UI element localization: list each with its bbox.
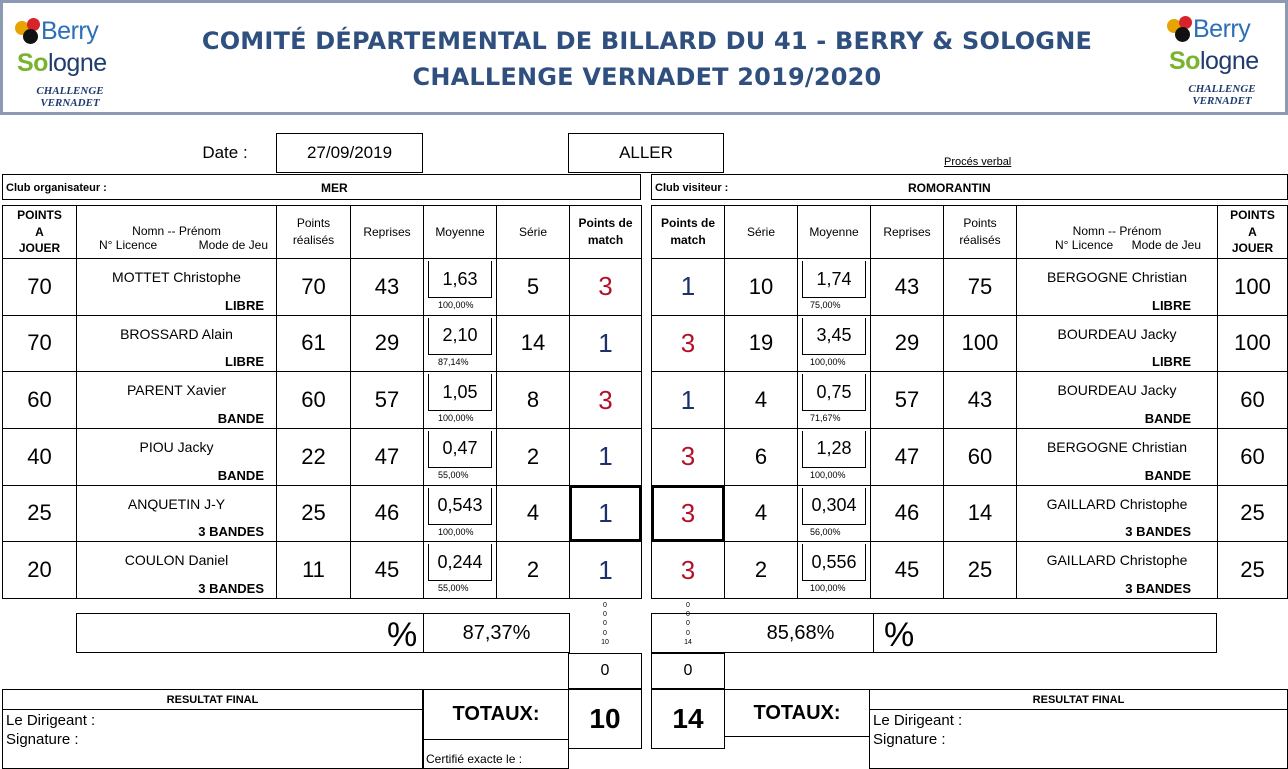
- percent-symbol: %: [387, 616, 418, 654]
- row-cell-pr: [276, 315, 351, 373]
- average: 2,10: [428, 318, 492, 355]
- player-name: ANQUETIN J-Y: [127, 495, 226, 512]
- value-paj: 25: [1240, 500, 1265, 526]
- header-cell-pr: [943, 205, 1017, 259]
- row-cell-name: [76, 485, 277, 543]
- logo-text-berry: Berry: [41, 17, 99, 45]
- row-cell-pm: [651, 258, 725, 316]
- row-cell-name: [1016, 428, 1218, 486]
- row-cell-pm: [569, 258, 642, 316]
- row-cell-paj: [1217, 315, 1288, 373]
- match-points: 3: [598, 271, 613, 302]
- small-value: 0: [686, 620, 690, 628]
- row-cell-pr: [943, 258, 1017, 316]
- game-mode: LIBRE: [225, 297, 264, 313]
- row-cell-paj: [1217, 371, 1288, 429]
- average: 1,74: [802, 261, 866, 298]
- club-visiteur-name: ROMORANTIN: [908, 181, 991, 195]
- row-cell-name: [1016, 485, 1218, 543]
- column-header-paj-line: A: [35, 224, 44, 239]
- column-header-paj-line: JOUER: [1231, 241, 1274, 256]
- row-cell-serie: [496, 541, 570, 599]
- row-cell-rep: [350, 315, 424, 373]
- average: 0,75: [802, 374, 866, 411]
- average: 1,05: [428, 374, 492, 411]
- header-cell-paj: [2, 205, 77, 259]
- certifie-label: Certifié exacte le :: [426, 752, 523, 766]
- row-cell-rep: [870, 485, 944, 543]
- row-cell-paj: [1217, 428, 1288, 486]
- value-pr: 25: [967, 557, 993, 583]
- column-header-paj-line: POINTS: [1230, 207, 1275, 222]
- value-serie: 6: [754, 443, 768, 469]
- column-header-moy: Moyenne: [435, 224, 485, 239]
- value-rep: 47: [374, 443, 400, 469]
- average-percent: 75,00%: [810, 300, 841, 310]
- row-cell-name: [76, 371, 277, 429]
- row-cell-rep: [350, 485, 424, 543]
- row-cell-paj: [2, 315, 77, 373]
- average-percent: 100,00%: [438, 526, 474, 537]
- value-paj: 60: [1240, 387, 1265, 413]
- value-paj: 60: [27, 387, 52, 413]
- away-percentage: 85,68%: [728, 614, 874, 652]
- logo-challenge: CHALLENGE: [1188, 83, 1256, 95]
- column-header-pm-line: match: [587, 233, 624, 247]
- row-cell-rep: [870, 371, 944, 429]
- billiard-ball-icon: [23, 29, 38, 44]
- header-cell-rep: [350, 205, 424, 259]
- match-points: 1: [680, 384, 696, 415]
- value-rep: 45: [894, 557, 920, 583]
- row-cell-moy: [797, 541, 871, 599]
- row-cell-rep: [870, 258, 944, 316]
- row-cell-pm: [651, 371, 725, 429]
- berry-sologne-logo-left: [11, 15, 129, 110]
- average-percent: 100,00%: [810, 583, 846, 594]
- small-value: 14: [684, 638, 692, 646]
- row-cell-name: [1016, 258, 1218, 316]
- row-cell-pm: [651, 541, 725, 599]
- row-cell-rep: [350, 428, 424, 486]
- row-cell-serie: [496, 371, 570, 429]
- away-total: 14: [651, 689, 725, 749]
- value-serie: 19: [748, 330, 774, 356]
- page-header: [0, 0, 1288, 115]
- away-final-result-box: [869, 689, 1288, 769]
- leg-label: ALLER: [568, 133, 724, 173]
- game-mode: 3 BANDES: [198, 580, 264, 596]
- page-subtitle: CHALLENGE VERNADET 2019/2020: [412, 63, 882, 91]
- row-cell-pr: [276, 485, 351, 543]
- row-cell-moy: [423, 315, 497, 373]
- player-name: PIOU Jacky: [139, 438, 214, 455]
- small-value: 0: [686, 611, 690, 619]
- header-cell-rep: [870, 205, 944, 259]
- value-serie: 4: [526, 500, 540, 526]
- match-points: 1: [598, 497, 613, 528]
- header-cell-paj: [1217, 205, 1288, 259]
- value-serie: 14: [520, 330, 546, 356]
- row-cell-paj: [2, 258, 77, 316]
- column-header-pr-line: Points: [296, 216, 331, 231]
- player-name: GAILLARD Christophe: [1046, 495, 1188, 512]
- row-cell-rep: [870, 428, 944, 486]
- value-rep: 57: [894, 387, 920, 413]
- column-header-pm-line: Points de: [578, 216, 633, 231]
- value-pr: 14: [967, 500, 993, 526]
- row-cell-rep: [350, 371, 424, 429]
- value-paj: 70: [27, 273, 52, 299]
- row-cell-pm: [651, 485, 725, 543]
- home-small-values: [598, 601, 612, 647]
- club-visiteur-label: Club visiteur :: [655, 182, 729, 194]
- value-rep: 29: [894, 330, 920, 356]
- row-cell-moy: [423, 258, 497, 316]
- column-header-serie: Série: [746, 224, 775, 239]
- header-cell-name: [1016, 205, 1218, 259]
- row-cell-pm: [569, 315, 642, 373]
- row-cell-paj: [2, 485, 77, 543]
- totaux-label: TOTAUX:: [753, 701, 841, 724]
- row-cell-moy: [423, 428, 497, 486]
- player-name: BOURDEAU Jacky: [1057, 382, 1177, 399]
- value-serie: 4: [754, 387, 768, 413]
- value-paj: 100: [1234, 273, 1271, 299]
- percent-symbol: %: [884, 616, 915, 654]
- player-name: BERGOGNE Christian: [1046, 269, 1188, 285]
- row-cell-name: [76, 258, 277, 316]
- small-value: 0: [686, 602, 690, 609]
- row-cell-rep: [870, 541, 944, 599]
- average: 1,63: [428, 261, 492, 298]
- row-cell-moy: [797, 258, 871, 316]
- resultat-final-label: RESULTAT FINAL: [3, 690, 422, 710]
- row-cell-paj: [1217, 258, 1288, 316]
- proces-verbal-label: Procés verbal: [944, 156, 1012, 168]
- row-cell-name: [76, 428, 277, 486]
- column-header-rep: Reprises: [883, 224, 931, 239]
- row-cell-pr: [943, 541, 1017, 599]
- small-value: 0: [603, 611, 607, 619]
- row-cell-moy: [423, 371, 497, 429]
- row-cell-moy: [423, 485, 497, 543]
- dirigeant-label: Le Dirigeant :: [873, 712, 963, 729]
- player-name: BOURDEAU Jacky: [1057, 325, 1177, 342]
- average-percent: 100,00%: [810, 469, 846, 480]
- row-cell-pr: [943, 315, 1017, 373]
- game-mode: LIBRE: [1152, 297, 1191, 313]
- value-pr: 61: [301, 330, 326, 356]
- column-header-pr-line: réalisés: [292, 233, 335, 247]
- value-rep: 29: [374, 330, 400, 356]
- player-name: PARENT Xavier: [126, 382, 227, 399]
- row-cell-rep: [870, 315, 944, 373]
- game-mode: BANDE: [217, 467, 264, 483]
- row-cell-pr: [276, 541, 351, 599]
- small-value: 0: [603, 629, 607, 637]
- column-header-paj-line: POINTS: [17, 207, 62, 222]
- player-name: MOTTET Christophe: [112, 269, 241, 285]
- value-rep: 46: [374, 500, 400, 526]
- average: 0,304: [802, 488, 866, 525]
- value-pr: 25: [301, 500, 326, 526]
- row-cell-serie: [496, 485, 570, 543]
- row-cell-rep: [350, 541, 424, 599]
- home-final-result-box: [2, 689, 423, 769]
- club-organisateur-name: MER: [321, 181, 348, 195]
- value-paj: 40: [27, 443, 52, 469]
- value-serie: 8: [526, 387, 540, 413]
- column-header-rep: Reprises: [363, 224, 411, 239]
- row-cell-serie: [496, 315, 570, 373]
- average: 1,28: [802, 431, 866, 468]
- average-percent: 87,14%: [438, 356, 469, 367]
- column-header-paj-line: A: [1248, 224, 1257, 239]
- average: 0,47: [428, 431, 492, 468]
- match-points: 1: [598, 441, 613, 472]
- average-percent: 55,00%: [438, 469, 469, 480]
- totaux-label: TOTAUX:: [424, 690, 568, 740]
- value-paj: 70: [27, 330, 52, 356]
- away-percentage-box: [651, 613, 1217, 653]
- average-percent: 100,00%: [438, 413, 474, 424]
- column-header-mode: Mode de Jeu: [198, 238, 268, 253]
- value-rep: 46: [894, 500, 920, 526]
- row-cell-moy: [423, 541, 497, 599]
- column-header-licence: N° Licence: [99, 238, 158, 253]
- row-cell-serie: [724, 541, 798, 599]
- average-percent: 56,00%: [810, 526, 841, 537]
- average-percent: 100,00%: [810, 356, 846, 367]
- logo-text-sologne: Sologne: [1169, 47, 1259, 75]
- column-header-name: Nomn -- Prénom: [1072, 223, 1162, 238]
- logo-text-berry: Berry: [1193, 15, 1251, 43]
- value-pr: 60: [967, 443, 993, 469]
- row-cell-pr: [276, 428, 351, 486]
- value-paj: 20: [27, 557, 52, 583]
- header-cell-serie: [724, 205, 798, 259]
- away-small-values: [681, 601, 695, 647]
- value-rep: 45: [374, 557, 400, 583]
- row-cell-serie: [724, 258, 798, 316]
- value-rep: 47: [894, 443, 920, 469]
- row-cell-pm: [569, 485, 642, 543]
- row-cell-name: [1016, 371, 1218, 429]
- average: 3,45: [802, 318, 866, 355]
- club-organisateur-row: [2, 174, 641, 200]
- away-results-table: [651, 205, 1288, 598]
- totaux-box-home: [423, 689, 569, 769]
- row-cell-serie: [496, 258, 570, 316]
- value-pr: 60: [301, 387, 326, 413]
- row-cell-name: [76, 315, 277, 373]
- game-mode: BANDE: [1144, 467, 1191, 483]
- value-serie: 2: [526, 443, 540, 469]
- billiard-ball-icon: [1175, 27, 1190, 42]
- column-header-pm-line: Points de: [660, 216, 715, 231]
- row-cell-serie: [724, 485, 798, 543]
- match-points: 1: [680, 271, 696, 302]
- logo-vernadet: VERNADET: [40, 97, 100, 109]
- match-points: 3: [680, 441, 696, 472]
- header-cell-moy: [797, 205, 871, 259]
- resultat-final-label: RESULTAT FINAL: [870, 690, 1287, 710]
- match-points: 3: [680, 554, 696, 585]
- row-cell-pm: [651, 315, 725, 373]
- home-total: 10: [568, 689, 642, 749]
- value-pr: 75: [967, 273, 993, 299]
- club-organisateur-label: Club organisateur :: [6, 182, 107, 194]
- row-cell-paj: [2, 428, 77, 486]
- small-value: 0: [686, 629, 690, 637]
- value-pr: 43: [967, 387, 993, 413]
- game-mode: 3 BANDES: [1125, 580, 1191, 596]
- signature-label: Signature :: [6, 731, 79, 748]
- value-pr: 100: [961, 330, 999, 356]
- row-cell-moy: [797, 371, 871, 429]
- date-value: 27/09/2019: [276, 133, 423, 173]
- average: 0,244: [428, 544, 492, 581]
- header-cell-pr: [276, 205, 351, 259]
- column-header-name: Nomn -- Prénom: [132, 223, 221, 238]
- home-subtotal: 0: [568, 653, 642, 689]
- row-cell-name: [1016, 541, 1218, 599]
- value-paj: 100: [1234, 330, 1271, 356]
- row-cell-pm: [651, 428, 725, 486]
- signature-label: Signature :: [873, 731, 946, 748]
- value-paj: 60: [1240, 443, 1265, 469]
- value-serie: 5: [526, 273, 540, 299]
- value-pr: 70: [301, 273, 326, 299]
- dirigeant-label: Le Dirigeant :: [6, 712, 96, 729]
- column-header-moy: Moyenne: [809, 224, 859, 239]
- row-cell-paj: [2, 541, 77, 599]
- average: 0,543: [428, 488, 492, 525]
- game-mode: 3 BANDES: [198, 524, 264, 540]
- row-cell-name: [1016, 315, 1218, 373]
- totaux-box-away: [724, 689, 870, 737]
- match-points: 1: [598, 327, 613, 358]
- small-value: 10: [601, 638, 609, 646]
- home-results-table: [2, 205, 642, 598]
- column-header-serie: Série: [518, 224, 547, 239]
- game-mode: LIBRE: [1152, 354, 1191, 370]
- row-cell-pr: [943, 485, 1017, 543]
- away-subtotal: 0: [651, 653, 725, 689]
- value-serie: 2: [526, 557, 540, 583]
- header-cell-name: [76, 205, 277, 259]
- small-value: 0: [603, 602, 607, 609]
- row-cell-paj: [1217, 541, 1288, 599]
- row-cell-moy: [797, 315, 871, 373]
- game-mode: BANDE: [217, 410, 264, 426]
- row-cell-serie: [724, 315, 798, 373]
- value-paj: 25: [27, 500, 52, 526]
- small-value: 0: [603, 620, 607, 628]
- row-cell-serie: [724, 428, 798, 486]
- row-cell-moy: [797, 428, 871, 486]
- logo-vernadet: VERNADET: [1192, 95, 1252, 107]
- value-paj: 25: [1240, 557, 1265, 583]
- home-percentage-box: [76, 613, 570, 653]
- row-cell-pr: [943, 371, 1017, 429]
- header-cell-moy: [423, 205, 497, 259]
- player-name: BERGOGNE Christian: [1046, 438, 1188, 455]
- match-points: 3: [680, 327, 696, 358]
- row-cell-pm: [569, 541, 642, 599]
- row-cell-pr: [943, 428, 1017, 486]
- column-header-pr-line: réalisés: [959, 233, 1001, 247]
- value-serie: 2: [754, 557, 768, 583]
- player-name: GAILLARD Christophe: [1046, 552, 1188, 569]
- average: 0,556: [802, 544, 866, 581]
- row-cell-paj: [1217, 485, 1288, 543]
- row-cell-serie: [496, 428, 570, 486]
- club-visiteur-row: [651, 174, 1288, 200]
- row-cell-serie: [724, 371, 798, 429]
- row-cell-rep: [350, 258, 424, 316]
- row-cell-name: [76, 541, 277, 599]
- value-rep: 43: [374, 273, 400, 299]
- column-header-paj-line: JOUER: [18, 241, 61, 256]
- date-label: Date :: [202, 143, 248, 162]
- row-cell-pm: [569, 371, 642, 429]
- row-cell-pr: [276, 258, 351, 316]
- column-header-licence: N° Licence: [1055, 238, 1114, 253]
- game-mode: LIBRE: [225, 354, 264, 370]
- column-header-pr-line: Points: [963, 216, 997, 231]
- row-cell-moy: [797, 485, 871, 543]
- value-pr: 11: [302, 557, 325, 583]
- value-serie: 4: [754, 500, 768, 526]
- average-percent: 71,67%: [810, 413, 841, 424]
- header-cell-serie: [496, 205, 570, 259]
- player-name: COULON Daniel: [124, 552, 229, 569]
- logo-text-sologne: Sologne: [17, 49, 107, 77]
- row-cell-pm: [569, 428, 642, 486]
- row-cell-paj: [2, 371, 77, 429]
- value-rep: 57: [374, 387, 400, 413]
- player-name: BROSSARD Alain: [120, 325, 233, 342]
- berry-sologne-logo-right: [1163, 13, 1281, 108]
- match-points: 3: [598, 384, 613, 415]
- column-header-pm-line: match: [670, 233, 706, 247]
- header-cell-pm: [569, 205, 642, 259]
- value-rep: 43: [894, 273, 920, 299]
- row-cell-pr: [276, 371, 351, 429]
- value-pr: 22: [301, 443, 326, 469]
- match-points: 1: [598, 554, 613, 585]
- page-title: COMITÉ DÉPARTEMENTAL DE BILLARD DU 41 - BERRY & SOLOGNE: [201, 27, 1093, 55]
- average-percent: 100,00%: [438, 300, 474, 310]
- value-serie: 10: [748, 273, 774, 299]
- match-points: 3: [680, 497, 696, 528]
- column-header-mode: Mode de Jeu: [1131, 238, 1201, 253]
- header-cell-pm: [651, 205, 725, 259]
- home-percentage: 87,37%: [423, 614, 569, 652]
- game-mode: 3 BANDES: [1125, 524, 1191, 540]
- game-mode: BANDE: [1144, 410, 1191, 426]
- average-percent: 55,00%: [438, 583, 469, 594]
- logo-challenge: CHALLENGE: [36, 85, 104, 97]
